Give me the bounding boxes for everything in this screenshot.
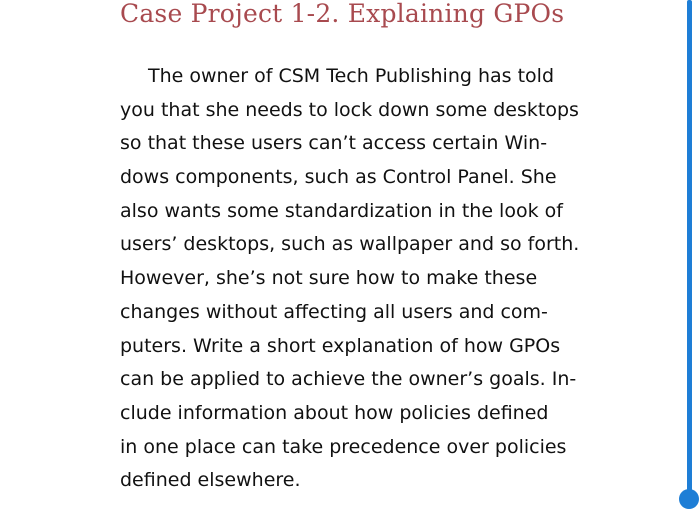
page-title: Case Project 1-2. Explaining GPOs — [120, 0, 565, 28]
paragraph-line: so that these users can’t access certain Win- — [120, 132, 548, 155]
paragraph-line: also wants some standardization in the look of — [120, 199, 563, 222]
paragraph-line: changes without affecting all users and com- — [120, 300, 548, 323]
case-project-paragraph — [120, 60, 579, 498]
scrollbar-track[interactable] — [687, 0, 692, 498]
scrollbar-handle[interactable] — [679, 489, 699, 509]
paragraph-line: you that she needs to lock down some desktops — [120, 98, 579, 121]
paragraph-line: in one place can take precedence over policies — [120, 435, 567, 458]
paragraph-line: users’ desktops, such as wallpaper and so forth. — [120, 233, 580, 256]
paragraph-line: puters. Write a short explanation of how GPOs — [120, 334, 561, 357]
paragraph-line: clude information about how policies defined — [120, 401, 549, 424]
paragraph-line: defined elsewhere. — [120, 469, 301, 492]
paragraph-line: can be applied to achieve the owner’s goals. In- — [120, 368, 577, 391]
paragraph-line: dows components, such as Control Panel. She — [120, 166, 557, 189]
paragraph-line: However, she’s not sure how to make these — [120, 267, 538, 290]
paragraph-line: The owner of CSM Tech Publishing has told — [148, 65, 555, 87]
